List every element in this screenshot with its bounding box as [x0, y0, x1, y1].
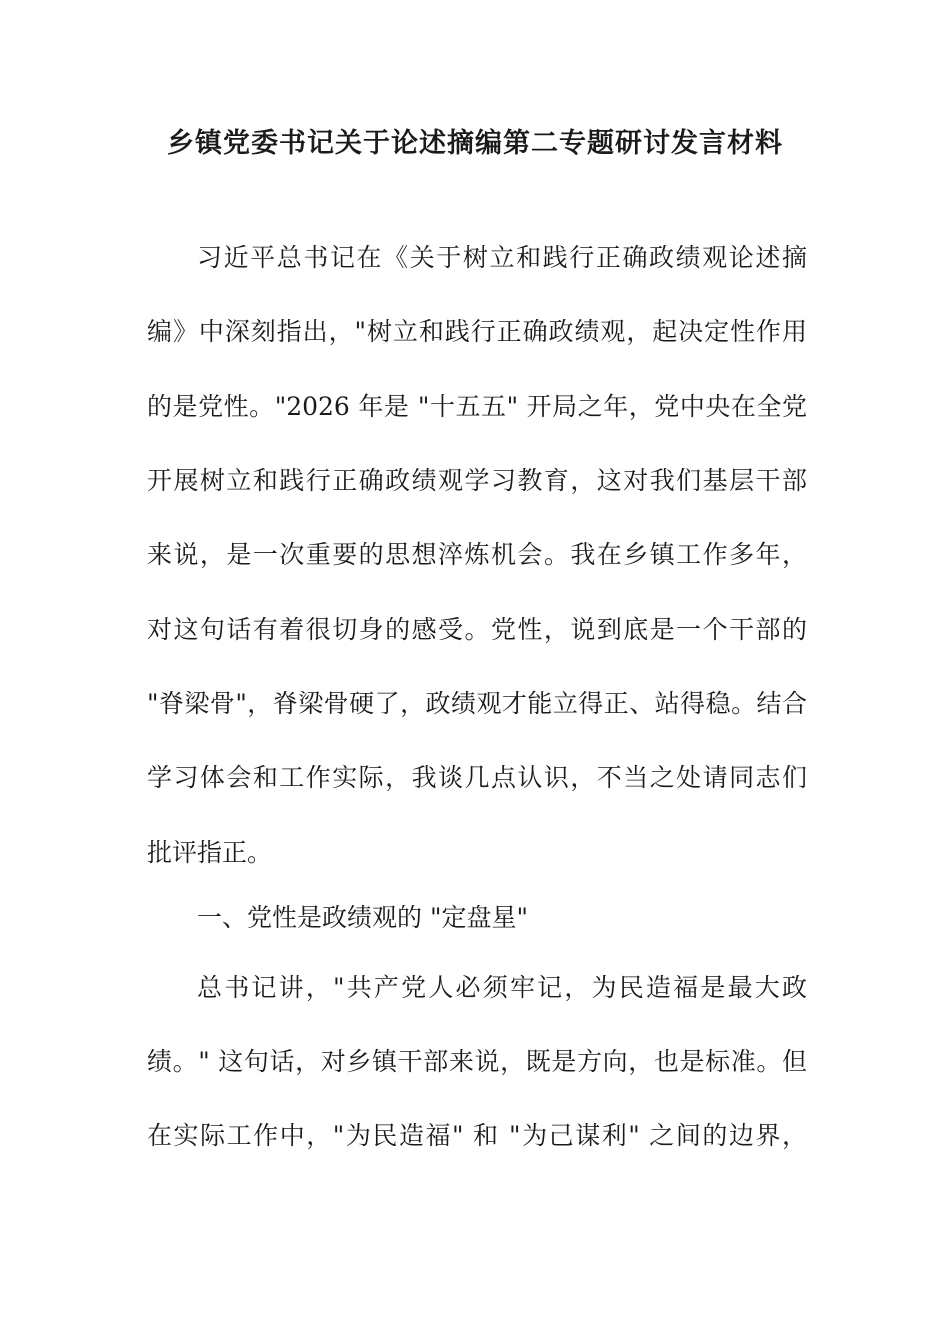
section-heading: 一、党性是政绩观的 "定盘星": [197, 903, 528, 932]
paragraph-line: 来说，是一次重要的思想淬炼机会。我在乡镇工作多年，: [147, 540, 807, 569]
paragraph-line: 绩。" 这句话，对乡镇干部来说，既是方向，也是标准。但: [147, 1047, 807, 1076]
paragraph-line: 学习体会和工作实际，我谈几点认识，不当之处请同志们: [147, 763, 807, 792]
paragraph-line: 对这句话有着很切身的感受。党性，说到底是一个干部的: [147, 615, 807, 644]
paragraph-line: 批评指正。: [147, 838, 273, 867]
paragraph-line: 在实际工作中，"为民造福" 和 "为己谋利" 之间的边界，: [147, 1121, 807, 1150]
paragraph-line: 总书记讲，"共产党人必须牢记，为民造福是最大政: [197, 973, 807, 1002]
paragraph-line: "脊梁骨"，脊梁骨硬了，政绩观才能立得正、站得稳。结合: [147, 689, 807, 718]
document-title: 乡镇党委书记关于论述摘编第二专题研讨发言材料: [167, 128, 783, 159]
paragraph-line: 习近平总书记在《关于树立和践行正确政绩观论述摘: [197, 243, 807, 272]
paragraph-line: 开展树立和践行正确政绩观学习教育，这对我们基层干部: [147, 466, 807, 495]
paragraph-line: 编》中深刻指出，"树立和践行正确政绩观，起决定性作用: [147, 317, 807, 346]
paragraph-line: 的是党性。"2026 年是 "十五五" 开局之年，党中央在全党: [147, 392, 807, 421]
